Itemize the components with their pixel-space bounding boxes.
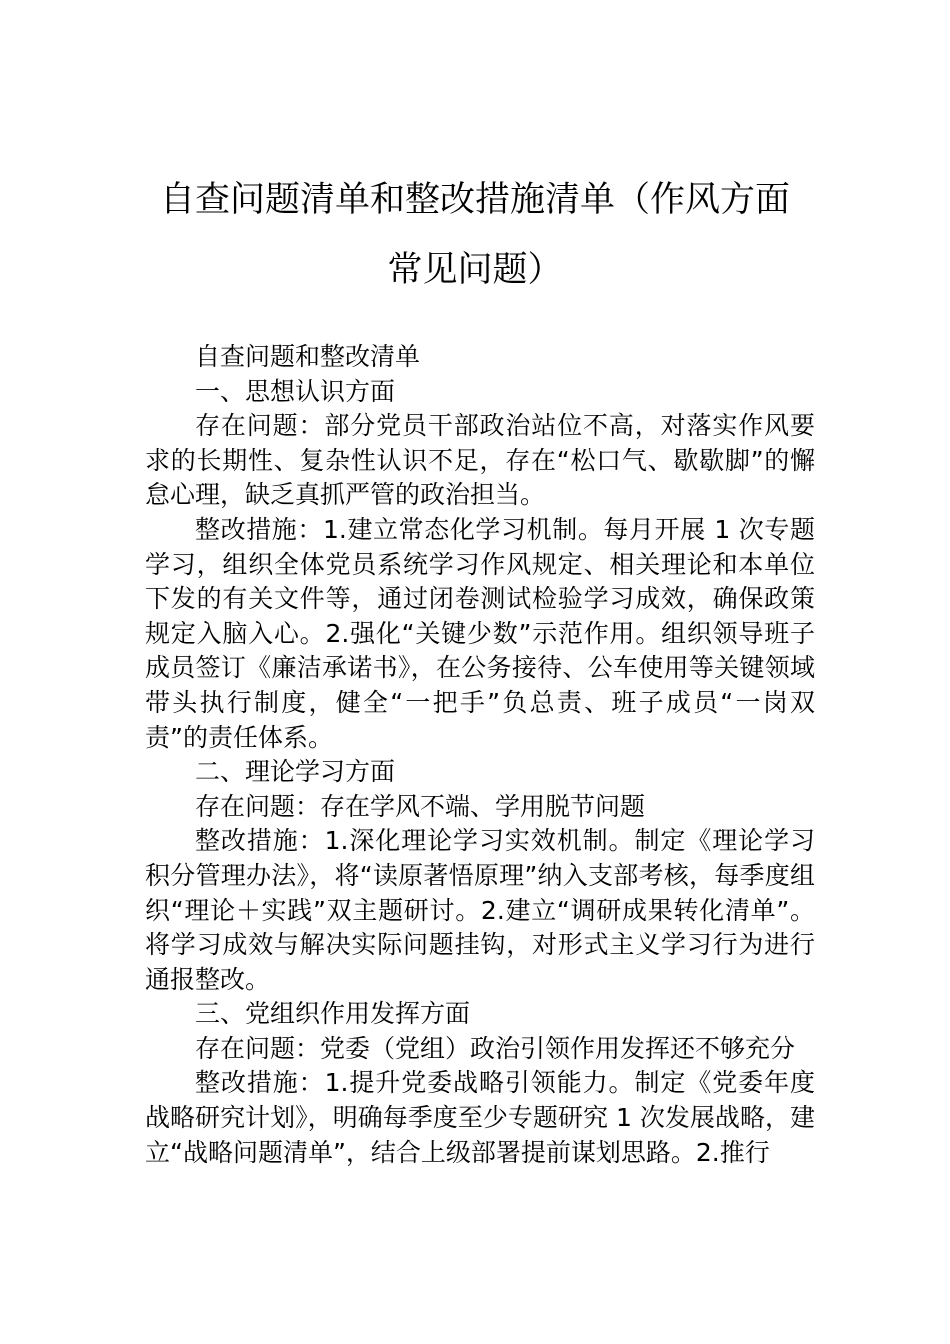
section-heading-theory: 二、理论学习方面 bbox=[195, 757, 396, 787]
measure-paragraph-party-organization: 整改措施：1.提升党委战略引领能力。制定《党委年度战略研究计划》，明确每季度至少专题研究 1 次发展战略，建立“战略问题清单”，结合上级部署提前谋划思路。2.推行 bbox=[145, 1068, 815, 1167]
problem-paragraph-theory: 存在问题：存在学风不端、学用脱节问题 bbox=[195, 791, 646, 821]
problem-paragraph-ideology: 存在问题：部分党员干部政治站位不高，对落实作风要求的长期性、复杂性认识不足，存在“松口气、歇歇脚”的懈怠心理，缺乏真抓严管的政治担当。 bbox=[145, 411, 815, 510]
measure-paragraph-ideology: 整改措施：1.建立常态化学习机制。每月开展 1 次专题学习，组织全体党员系统学习作风规定、相关理论和本单位下发的有关文件等，通过闭卷测试检验学习成效，确保政策规定入脑入心。2.强化“关键少数”示范作用。组织领导班子成员签订《廉洁承诺书》，在公务接待、公车使用等关键领域带头执行制度，健全“一把手”负总责、班子成员“一岗双责”的责任体系。 bbox=[145, 514, 815, 752]
section-heading-ideology: 一、思想认识方面 bbox=[195, 376, 396, 406]
section-heading-party-organization: 三、党组织作用发挥方面 bbox=[195, 999, 471, 1029]
document-title-line-1: 自查问题清单和整改措施清单（作风方面 bbox=[159, 180, 790, 220]
problem-paragraph-party-organization: 存在问题：党委（党组）政治引领作用发挥还不够充分 bbox=[195, 1033, 796, 1063]
measure-paragraph-theory: 整改措施：1.深化理论学习实效机制。制定《理论学习积分管理办法》，将“读原著悟原理”纳入支部考核，每季度组织“理论＋实践”双主题研讨。2.建立“调研成果转化清单”。将学习成效与解决实际问题挂钩，对形式主义学习行为进行通报整改。 bbox=[145, 826, 815, 994]
document-body bbox=[145, 340, 815, 1170]
subheading-checklist: 自查问题和整改清单 bbox=[195, 342, 421, 371]
document-title-line-2: 常见问题） bbox=[387, 250, 563, 290]
